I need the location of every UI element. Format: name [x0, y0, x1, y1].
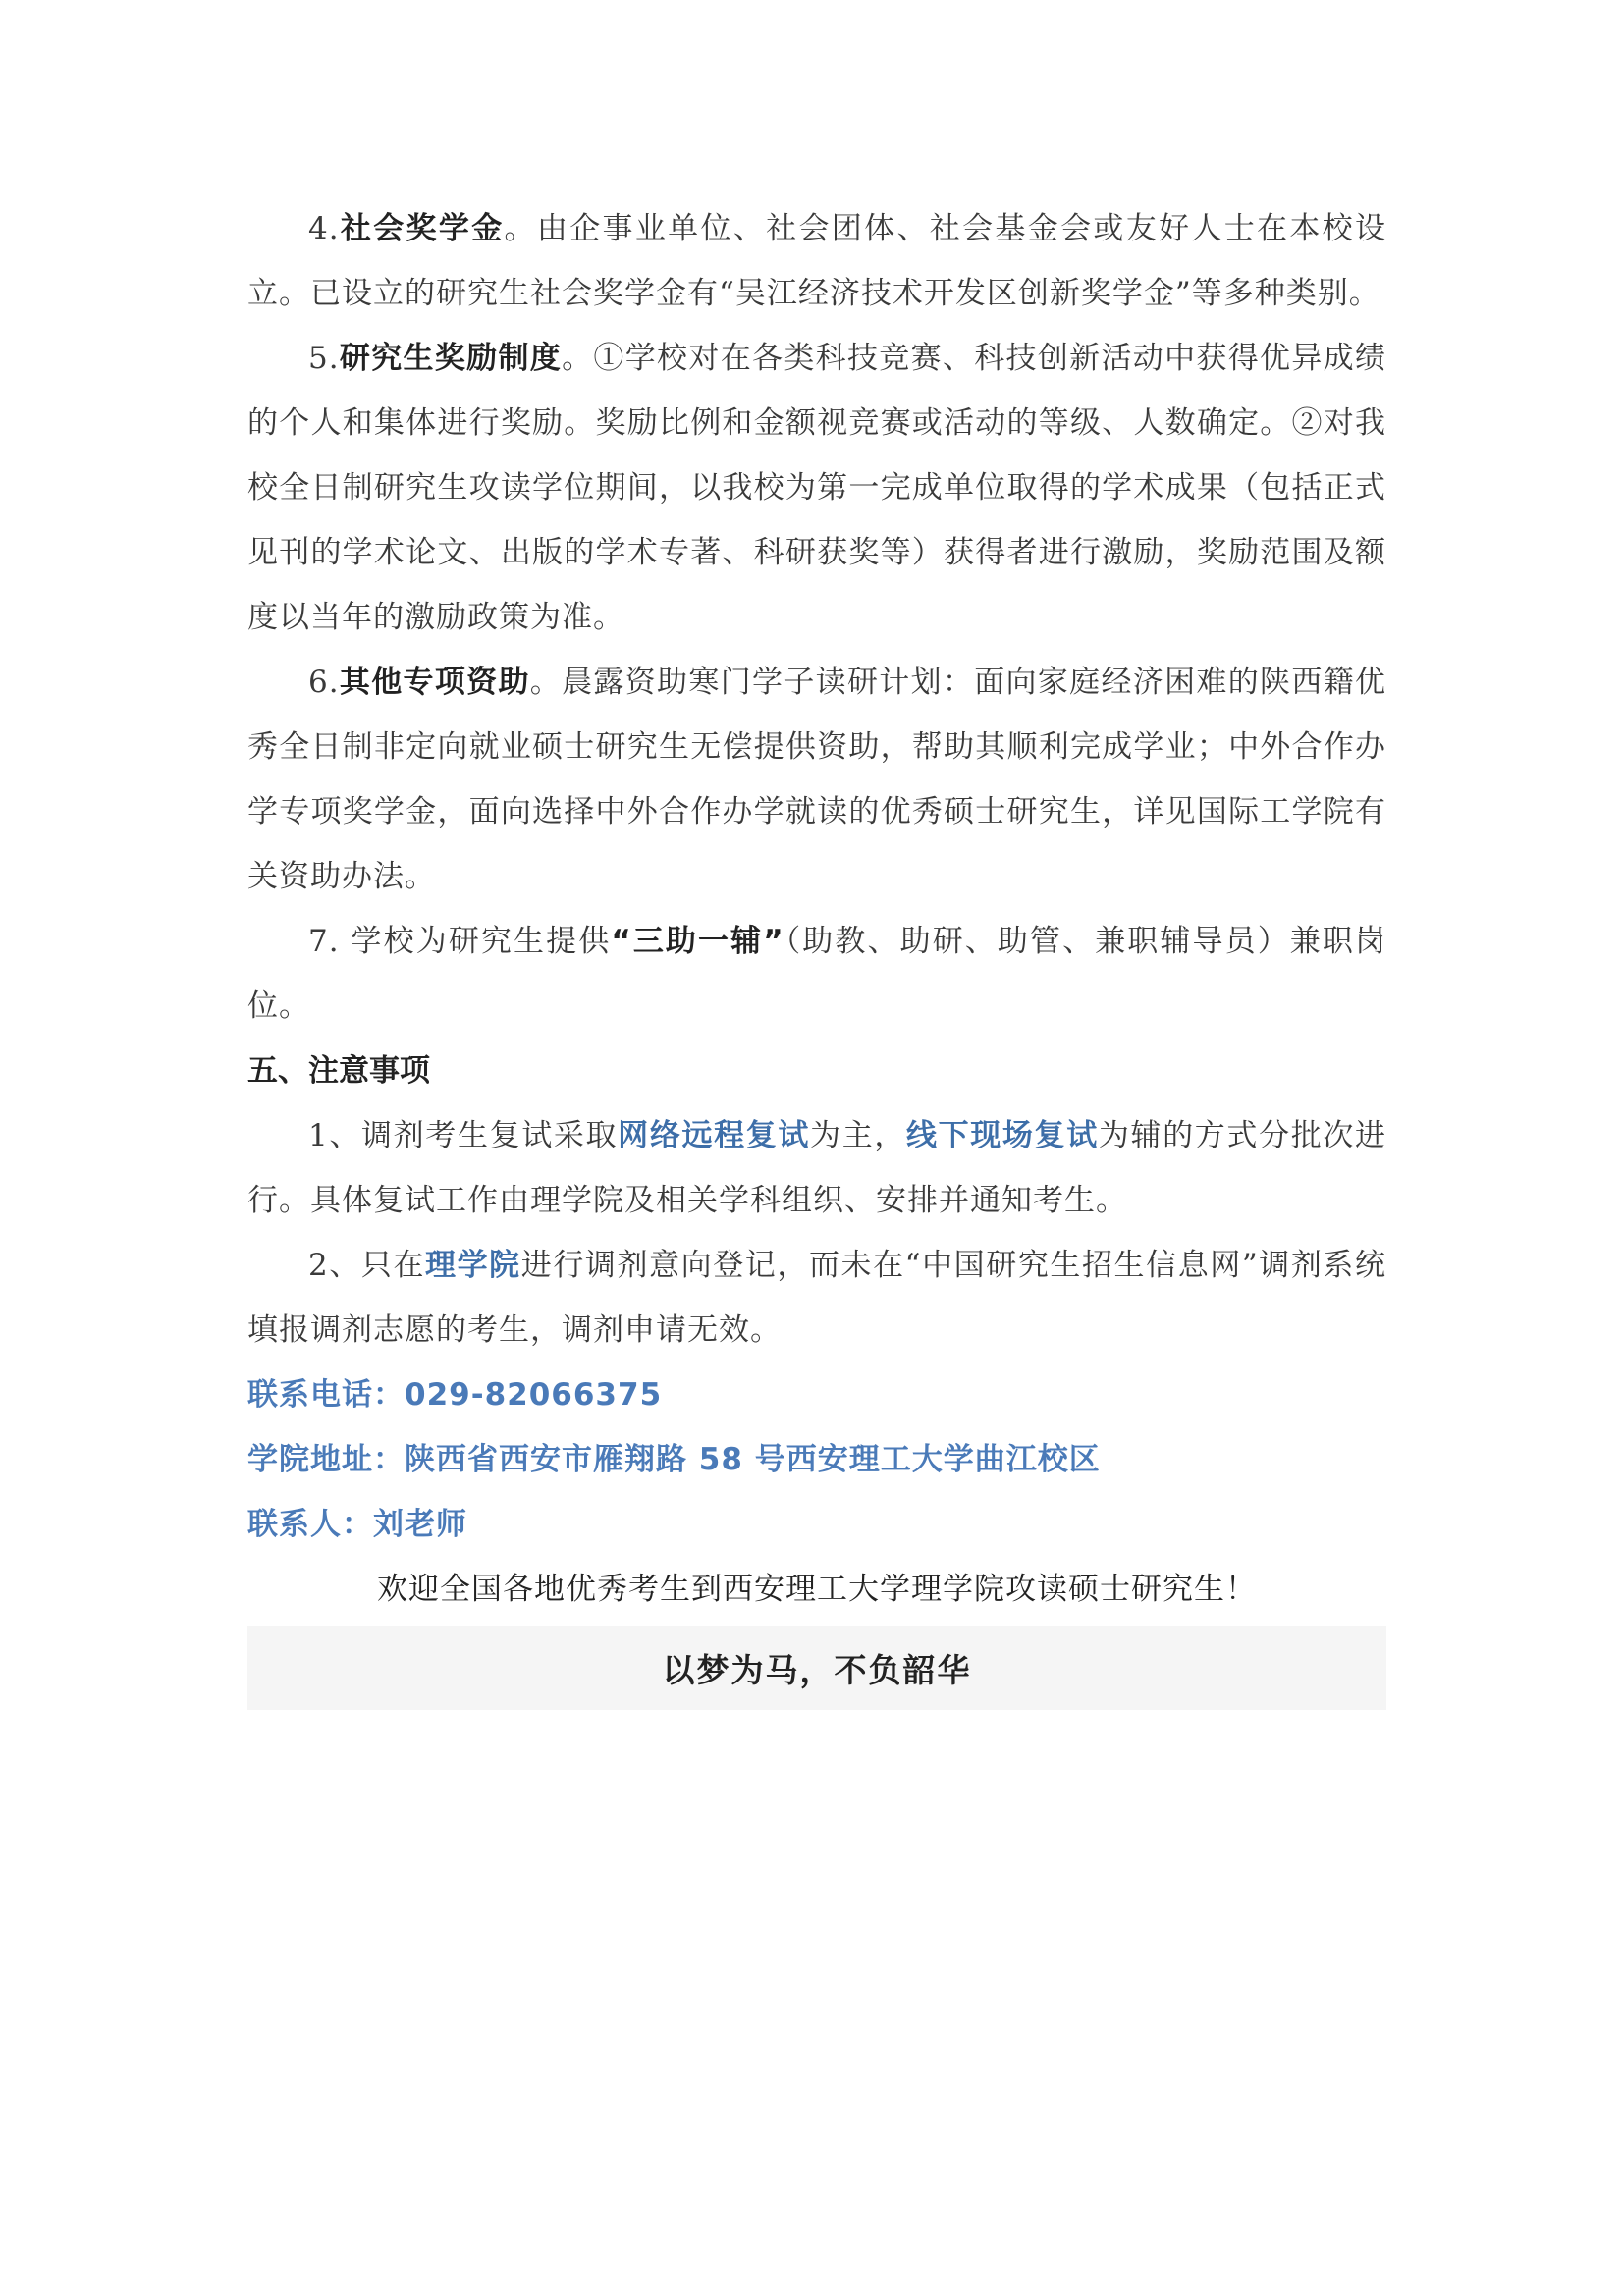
contact-phone: 联系电话：029-82066375	[247, 1377, 663, 1413]
item-number: 4.	[308, 211, 340, 246]
item-text: 。①学校对在各类科技竞赛、科技创新活动中获得优异成绩的个人和集体进行奖励。奖励比例和金额视竞赛或活动的等级、人数确定。②对我校全日制研究生攻读学位期间，以我校为第一完成单位取得的学术成果（包括正式见刊的学术论文、出版的学术专著、科研获奖等）获得者进行激励，奖励范围及额度以当年的激励政策为准。	[247, 341, 1387, 635]
item-title: “三助一辅”	[611, 924, 784, 959]
item-title: 社会奖学金	[339, 211, 505, 246]
note-2	[247, 1233, 1386, 1362]
note-text-pre: 1、调剂考生复试采取	[308, 1118, 619, 1153]
welcome-message: 欢迎全国各地优秀考生到西安理工大学理学院攻读硕士研究生！	[377, 1572, 1257, 1607]
item-text-pre: 7. 学校为研究生提供	[308, 924, 612, 959]
item-number: 5.	[308, 341, 340, 376]
note-text-post: 为辅的方式分批次进行。具体复试工作由理学院及相关学科组织、安排并通知考生。	[247, 1118, 1387, 1218]
item-social-scholarship	[247, 196, 1386, 326]
highlight-school-of-science: 理学院	[425, 1248, 521, 1283]
contact-person: 联系人：刘老师	[247, 1507, 467, 1542]
highlight-online-interview: 网络远程复试	[618, 1118, 811, 1153]
item-title: 研究生奖励制度	[339, 341, 563, 376]
slogan-banner	[247, 1626, 1386, 1710]
section-heading-notes: 五、注意事项	[247, 1053, 430, 1089]
item-text: 。晨露资助寒门学子读研计划：面向家庭经济困难的陕西籍优秀全日制非定向就业硕士研究生无偿提供资助，帮助其顺利完成学业；中外合作办学专项奖学金，面向选择中外合作办学就读的优秀硕士研究生，详见国际工学院有关资助办法。	[247, 665, 1387, 894]
item-assistant-posts	[247, 909, 1386, 1039]
item-award-system	[247, 326, 1386, 650]
contact-address: 学院地址：陕西省西安市雁翔路 58 号西安理工大学曲江校区	[247, 1442, 1101, 1477]
highlight-onsite-interview: 线下现场复试	[905, 1118, 1099, 1153]
document-page	[247, 196, 1386, 1710]
note-1	[247, 1103, 1386, 1233]
item-title: 其他专项资助	[339, 665, 530, 700]
item-text: 。由企事业单位、社会团体、社会基金会或友好人士在本校设立。已设立的研究生社会奖学金有“吴江经济技术开发区创新奖学金”等多种类别。	[247, 211, 1387, 311]
item-text: （助教、助研、助管、兼职辅导员）兼职岗位。	[247, 924, 1386, 1024]
note-text-post: 进行调剂意向登记，而未在“中国研究生招生信息网”调剂系统填报调剂志愿的考生，调剂申请无效。	[247, 1248, 1386, 1348]
item-number: 6.	[308, 665, 340, 700]
item-special-funding	[247, 650, 1386, 909]
note-text-mid: 为主，	[810, 1118, 906, 1153]
note-text-pre: 2、只在	[308, 1248, 426, 1283]
slogan-text: 以梦为马，不负韶华	[662, 1650, 972, 1689]
